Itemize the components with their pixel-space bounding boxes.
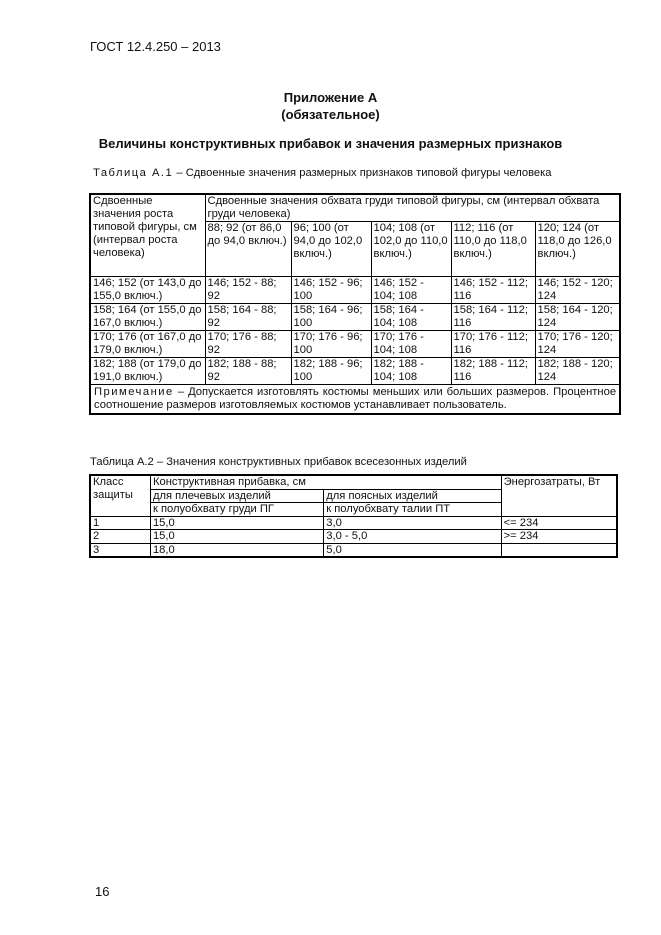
note-label: Примечание (94, 386, 174, 398)
table-cell: 170; 176 - 112; 116 (451, 331, 535, 358)
annex-subtitle: (обязательное) (281, 107, 380, 122)
shoulder-subheader: к полуобхвату груди ПГ (150, 503, 323, 517)
table-cell: 5,0 (324, 543, 501, 557)
table2-caption-text: – Значения конструктивных прибавок всесезонных изделий (153, 456, 467, 468)
waist-subheader: к полуобхвату талии ПТ (324, 503, 501, 517)
table1-caption-label: Таблица А.1 (93, 167, 174, 179)
table2-caption (90, 456, 467, 468)
document-code: ГОСТ 12.4.250 – 2013 (90, 39, 221, 54)
table-cell: 170; 176 - 104; 108 (371, 331, 451, 358)
table-cell: 146; 152 - 88; 92 (205, 277, 291, 304)
table-cell: 158; 164 - 104; 108 (371, 304, 451, 331)
chest-group-header-cell: Сдвоенные значения обхвата груди типовой фигуры, см (интервал обхвата груди человека) (205, 194, 620, 222)
section-title: Величины конструктивных прибавок и значения размерных признаков (98, 136, 563, 151)
table-note (90, 385, 620, 415)
table-row (90, 516, 617, 530)
table-cell: 182; 188 - 104; 108 (371, 358, 451, 385)
table-row (90, 331, 620, 358)
table-a2 (89, 474, 618, 558)
table-cell: 146; 152 - 120; 124 (535, 277, 620, 304)
table-cell: 158; 164 - 112; 116 (451, 304, 535, 331)
waist-header: для поясных изделий (324, 489, 501, 503)
row-label-cell: 170; 176 (от 167,0 до 179,0 включ.) (90, 331, 205, 358)
column-header-cell: 112; 116 (от 110,0 до 118,0 включ.) (451, 222, 535, 277)
page-number: 16 (95, 884, 110, 899)
allowance-header: Конструктивная прибавка, см (150, 475, 501, 489)
table-cell: 182; 188 - 112; 116 (451, 358, 535, 385)
table-cell: 3,0 - 5,0 (324, 530, 501, 544)
table-cell: <= 234 (501, 516, 617, 530)
table-cell: 182; 188 - 88; 92 (205, 358, 291, 385)
table-cell: 182; 188 - 96; 100 (291, 358, 371, 385)
table-cell: 158; 164 - 96; 100 (291, 304, 371, 331)
row-label-cell: 158; 164 (от 155,0 до 167,0 включ.) (90, 304, 205, 331)
table1-caption (93, 167, 551, 179)
table-cell: 158; 164 - 120; 124 (535, 304, 620, 331)
table-row (90, 194, 620, 222)
table-row (90, 543, 617, 557)
table-row (90, 475, 617, 489)
table1-caption-text: – Сдвоенные значения размерных признаков типовой фигуры человека (173, 167, 552, 179)
table-cell: 18,0 (150, 543, 323, 557)
height-header-cell: Сдвоенные значения роста типовой фигуры, см (интервал роста человека) (90, 194, 205, 277)
table-cell: 146; 152 - 96; 100 (291, 277, 371, 304)
table-cell: 3 (90, 543, 150, 557)
table-cell: 15,0 (150, 530, 323, 544)
note-text: – Допускается изготовлять костюмы меньших или больших размеров. Процентное соотношение размеров изготовляемых костюмов устанавливает пользователь. (94, 386, 617, 411)
table-cell: 182; 188 - 120; 124 (535, 358, 620, 385)
energy-header: Энергозатраты, Вт (501, 475, 617, 516)
table-a1 (89, 193, 621, 415)
table-cell: 170; 176 - 96; 100 (291, 331, 371, 358)
table-cell: 1 (90, 516, 150, 530)
table-cell: 15,0 (150, 516, 323, 530)
column-header-cell: 96; 100 (от 94,0 до 102,0 включ.) (291, 222, 371, 277)
table2-caption-label: Таблица А.2 (90, 456, 154, 468)
row-label-cell: 146; 152 (от 143,0 до 155,0 включ.) (90, 277, 205, 304)
column-header-cell: 88; 92 (от 86,0 до 94,0 включ.) (205, 222, 291, 277)
table-cell: 146; 152 - 112; 116 (451, 277, 535, 304)
table-cell: 170; 176 - 120; 124 (535, 331, 620, 358)
annex-title: Приложение А (283, 90, 378, 105)
table-cell: 170; 176 - 88; 92 (205, 331, 291, 358)
table-cell: >= 234 (501, 530, 617, 544)
shoulder-header: для плечевых изделий (150, 489, 323, 503)
annex-heading (0, 89, 661, 123)
table-row (90, 530, 617, 544)
table-row (90, 277, 620, 304)
column-header-cell: 120; 124 (от 118,0 до 126,0 включ.) (535, 222, 620, 277)
table-row (90, 385, 620, 415)
table-row (90, 304, 620, 331)
table-row (90, 358, 620, 385)
table-cell (501, 543, 617, 557)
table-cell: 146; 152 - 104; 108 (371, 277, 451, 304)
table-cell: 2 (90, 530, 150, 544)
table-cell: 3,0 (324, 516, 501, 530)
protection-class-header: Класс защиты (90, 475, 150, 516)
table-cell: 158; 164 - 88; 92 (205, 304, 291, 331)
column-header-cell: 104; 108 (от 102,0 до 110,0 включ.) (371, 222, 451, 277)
row-label-cell: 182; 188 (от 179,0 до 191,0 включ.) (90, 358, 205, 385)
